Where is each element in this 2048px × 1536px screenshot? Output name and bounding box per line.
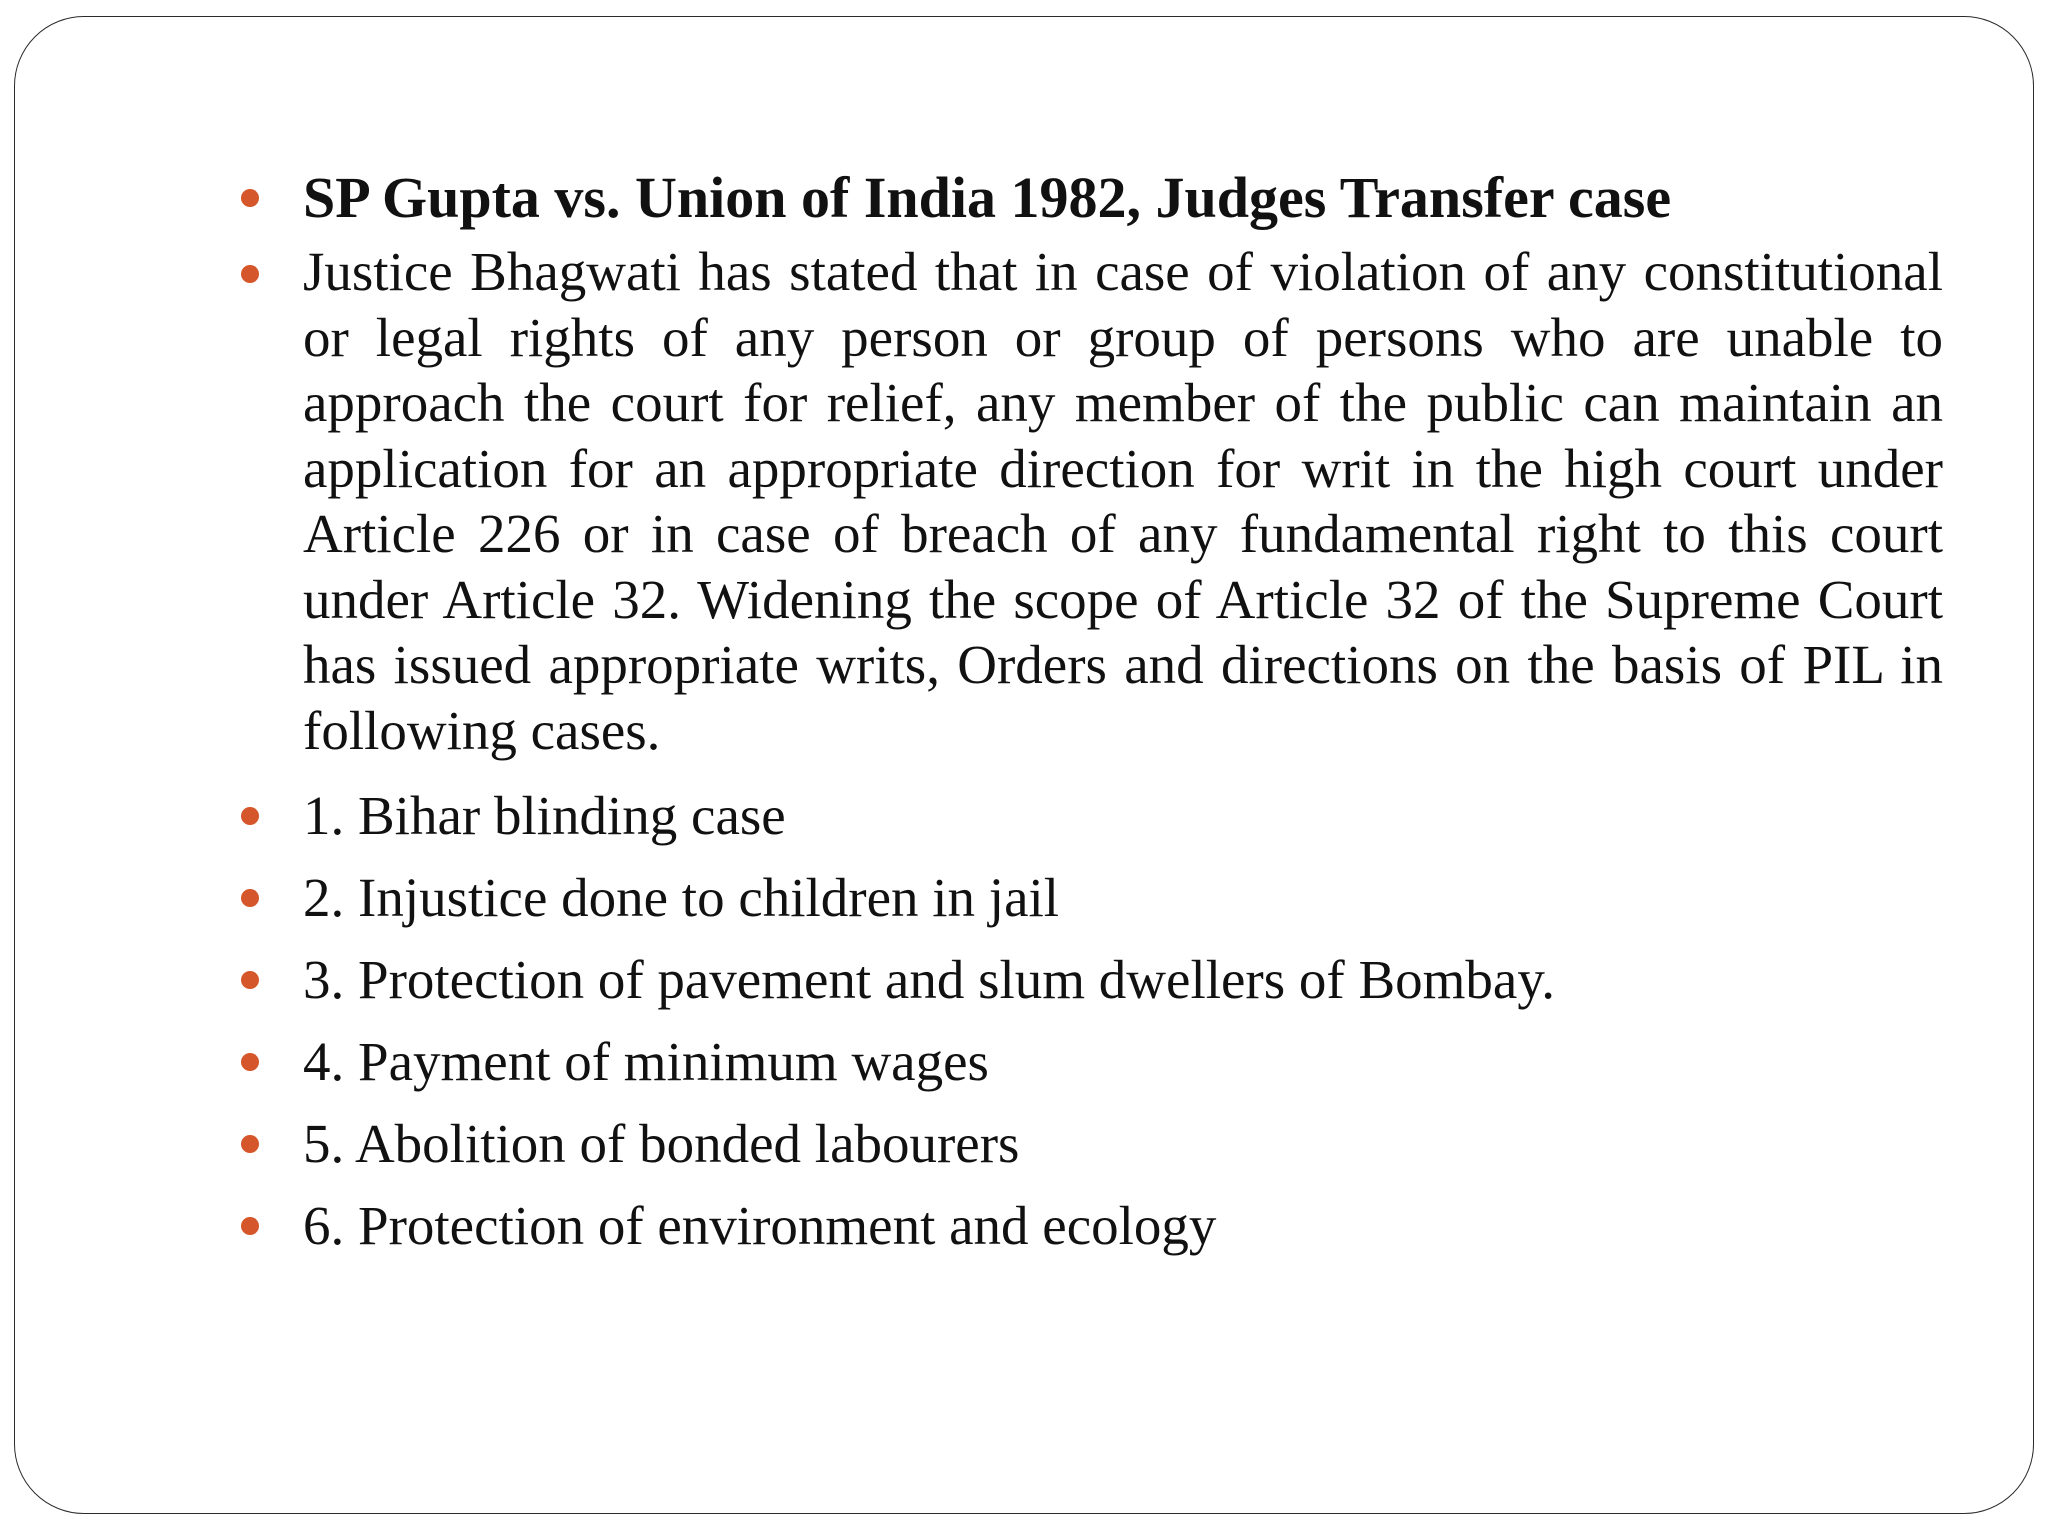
list-item [241,857,1943,939]
bullet-paragraph [241,239,1943,763]
slide-frame [14,16,2034,1514]
list-item [241,1185,1943,1267]
case-text: 6. Protection of environment and ecology [303,1195,1217,1256]
bullet-dot-icon [241,1053,259,1071]
list-item [241,1103,1943,1185]
list-item [241,775,1943,857]
case-text: 2. Injustice done to children in jail [303,867,1060,928]
case-text: 1. Bihar blinding case [303,785,786,846]
list-item [241,1021,1943,1103]
case-text: 4. Payment of minimum wages [303,1031,989,1092]
bullet-dot-icon [241,189,259,207]
bullet-dot-icon [241,971,259,989]
paragraph-text: Justice Bhagwati has stated that in case of violation of any constitutional or legal rights of any person or group of persons who are unable to approach the court for relief, any member of the public can maintain an application for an appropriate direction for writ in the high court under Article 226 or in case of breach of any fundamental right to this court under Article 32. Widening the scope of Article 32 of the Supreme Court has issued appropriate writs, Orders and directions on the basis of PIL in following cases. [303,241,1943,761]
bullet-dot-icon [241,1135,259,1153]
bullet-list [241,163,1943,1267]
bullet-heading [241,163,1943,233]
bullet-dot-icon [241,1217,259,1235]
list-item [241,939,1943,1021]
bullet-dot-icon [241,807,259,825]
bullet-dot-icon [241,889,259,907]
heading-text: SP Gupta vs. Union of India 1982, Judges Transfer case [303,165,1672,230]
bullet-dot-icon [241,265,259,283]
case-text: 5. Abolition of bonded labourers [303,1113,1020,1174]
case-text: 3. Protection of pavement and slum dwellers of Bombay. [303,949,1556,1010]
